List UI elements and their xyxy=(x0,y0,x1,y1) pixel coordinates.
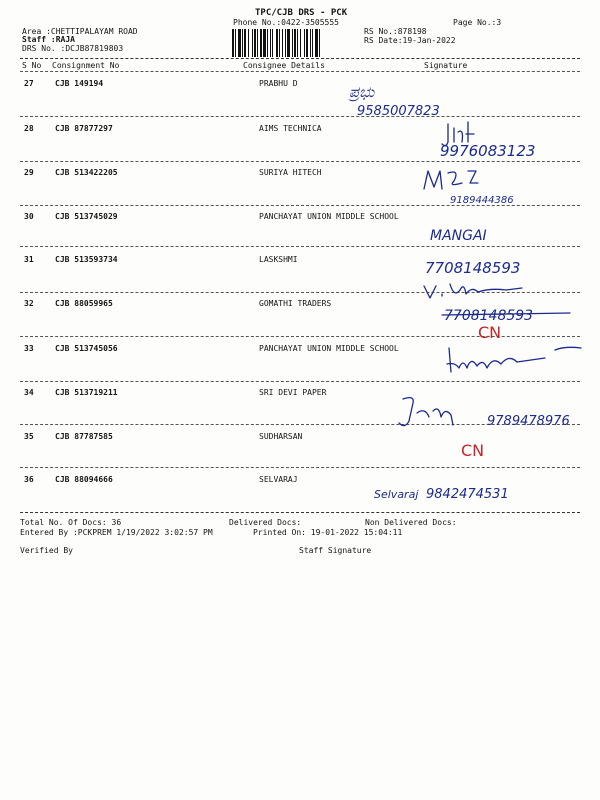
row-consignment: CJB 87877297 xyxy=(55,124,113,133)
row-consignee: SUDHARSAN xyxy=(259,432,303,441)
row-divider xyxy=(20,246,580,247)
signature-row-31 xyxy=(425,253,565,281)
row-sno: 27 xyxy=(24,79,34,88)
row-sno: 31 xyxy=(24,255,34,264)
entered-by: Entered By :PCKPREM 1/19/2022 3:02:57 PM xyxy=(20,528,213,537)
rs-number: RS No.:878198 xyxy=(364,27,427,36)
signature-phone: 9976083123 xyxy=(440,142,536,160)
row-consignee: PRABHU D xyxy=(259,79,298,88)
row-sno: 30 xyxy=(24,212,34,221)
signature-phone: 9585007823 xyxy=(357,104,440,119)
drs-number: DRS No. :DCJB87819803 xyxy=(22,44,124,53)
area-label: Area :CHETTIPALAYAM ROAD xyxy=(22,27,138,36)
cn-mark: CN xyxy=(478,323,502,342)
row-consignee: SRI DEVI PAPER xyxy=(259,388,327,397)
verified-by: Verified By xyxy=(20,546,73,555)
row-consignment: CJB 513745056 xyxy=(55,344,118,353)
signature-phone: 9789478976 xyxy=(487,414,570,429)
signature-row-28 xyxy=(440,118,590,160)
row-consignment: CJB 513593734 xyxy=(55,255,118,264)
signature-phone: 9189444386 xyxy=(450,195,514,206)
signature-row-35 xyxy=(455,436,525,464)
document-title: TPC/CJB DRS - PCK xyxy=(255,8,348,18)
signature-phone: 7708148593 xyxy=(444,308,534,324)
row-consignee: SELVARAJ xyxy=(259,475,298,484)
row-sno: 35 xyxy=(24,432,34,441)
signature-row-32 xyxy=(420,280,590,342)
row-divider xyxy=(20,467,580,468)
row-divider xyxy=(20,116,580,117)
col-consignment: Consignment No xyxy=(52,61,120,70)
row-consignment: CJB 149194 xyxy=(55,79,104,88)
col-sno: S No xyxy=(22,61,42,70)
signature-name: Selvaraj xyxy=(374,488,419,501)
row-sno: 33 xyxy=(24,344,34,353)
signature-phone: 7708148593 xyxy=(425,259,521,277)
row-consignee: AIMS TECHNICA xyxy=(259,124,322,133)
row-sno: 34 xyxy=(24,388,34,397)
barcode-bar xyxy=(320,29,322,57)
signature-name: ಪ್ರಭು xyxy=(349,83,375,101)
row-divider xyxy=(20,161,580,162)
row-consignment: CJB 513719211 xyxy=(55,388,118,397)
row-sno: 28 xyxy=(24,124,34,133)
rs-date: RS Date:19-Jan-2022 xyxy=(364,36,456,45)
row-consignee: PANCHAYAT UNION MIDDLE SCHOOL xyxy=(259,212,399,221)
signature-row-27 xyxy=(345,80,485,120)
signature-name: MANGAI xyxy=(430,228,487,244)
col-signature: Signature xyxy=(424,61,468,70)
signature-row-33 xyxy=(445,342,595,382)
row-consignee: LASKSHMI xyxy=(259,255,298,264)
header-divider xyxy=(20,58,580,59)
staff-signature: Staff Signature xyxy=(299,546,372,555)
signature-row-34 xyxy=(395,395,585,435)
signature-phone: 9842474531 xyxy=(426,487,509,502)
signature-row-36 xyxy=(370,474,570,514)
row-consignee: PANCHAYAT UNION MIDDLE SCHOOL xyxy=(259,344,399,353)
delivered-docs: Delivered Docs: xyxy=(229,518,302,527)
signature-row-29 xyxy=(420,165,570,207)
non-delivered-docs: Non Delivered Docs: xyxy=(365,518,457,527)
page-number: Page No.:3 xyxy=(453,18,502,27)
signature-row-30 xyxy=(430,222,540,246)
row-sno: 29 xyxy=(24,168,34,177)
row-consignee: SURIYA HITECH xyxy=(259,168,322,177)
row-consignment: CJB 513745029 xyxy=(55,212,118,221)
row-consignment: CJB 513422205 xyxy=(55,168,118,177)
row-sno: 32 xyxy=(24,299,34,308)
column-header-divider xyxy=(20,71,580,72)
printed-on: Printed On: 19-01-2022 15:04:11 xyxy=(253,528,403,537)
total-docs: Total No. Of Docs: 36 xyxy=(20,518,122,527)
barcode xyxy=(232,29,356,57)
phone-number: Phone No.:0422-3505555 xyxy=(233,18,339,27)
row-consignment: CJB 88059965 xyxy=(55,299,113,308)
cn-mark: CN xyxy=(461,441,485,460)
row-consignment: CJB 88094666 xyxy=(55,475,113,484)
col-consignee: Consignee Details xyxy=(243,61,325,70)
row-sno: 36 xyxy=(24,475,34,484)
row-consignee: GOMATHI TRADERS xyxy=(259,299,332,308)
row-consignment: CJB 87787585 xyxy=(55,432,113,441)
staff-label: Staff :RAJA xyxy=(22,35,75,44)
